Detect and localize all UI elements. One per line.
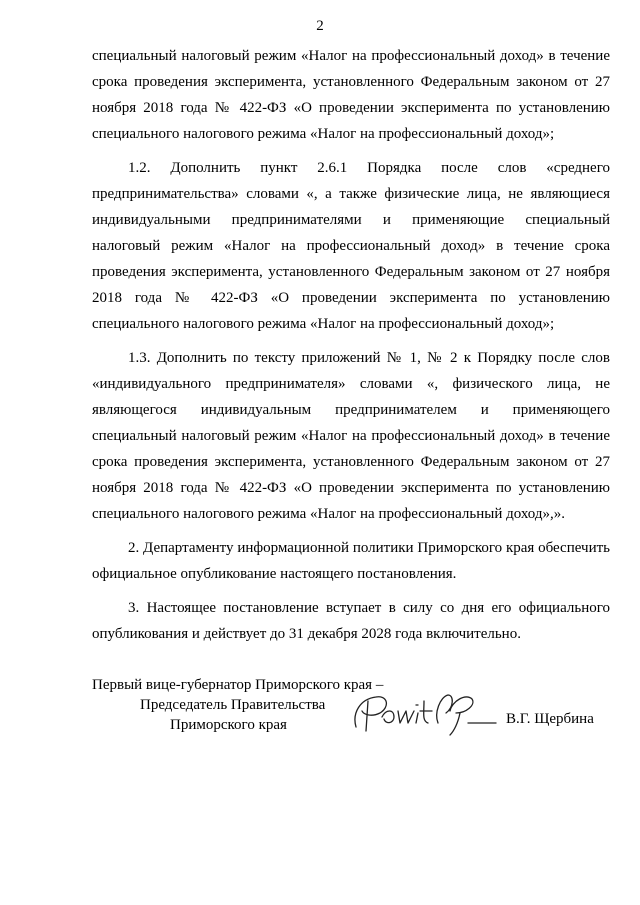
document-body — [92, 43, 610, 647]
signatory-title-line-1: Первый вице-губернатор Приморского края – — [92, 677, 384, 693]
page-number: 2 — [316, 18, 324, 34]
paragraph-2: 2. Департаменту информационной политики Приморского края обеспечить официальное опубликование настоящего постановления. — [92, 540, 610, 582]
paragraph-continuation: специальный налоговый режим «Налог на профессиональный доход» в течение срока проведения эксперимента, установленного Федеральным законом от 27 ноября 2018 года № 422-ФЗ «О проведении эксперимента по установлению специального налогового режима «Налог на профессиональный доход»; — [92, 48, 610, 142]
handwritten-signature-icon — [346, 683, 498, 741]
signatory-title-line-3: Приморского края — [170, 717, 287, 733]
paragraph-1-2: 1.2. Дополнить пункт 2.6.1 Порядка после слов «среднего предпринимательства» словами «, а также физические лица, не являющиеся индивидуальными предпринимателями и применяющие специальный налоговый режим «Налог на профессиональный доход» в течение срока проведения эксперимента, установленного Федеральным законом от 27 ноября 2018 года № 422-ФЗ «О проведении эксперимента по установлению специального налогового режима «Налог на профессиональный доход»; — [92, 160, 610, 332]
signatory-title-line-2: Председатель Правительства — [140, 697, 326, 713]
signatory-name: В.Г. Щербина — [506, 711, 594, 727]
paragraph-1-3: 1.3. Дополнить по тексту приложений № 1, № 2 к Порядку после слов «индивидуального предпринимателя» словами «, физического лица, не являющегося индивидуальным предпринимателем и применяющего специальный налоговый режим «Налог на профессиональный доход» в течение срока проведения эксперимента, установленного Федеральным законом от 27 ноября 2018 года № 422-ФЗ «О проведении эксперимента по установлению специального налогового режима «Налог на профессиональный доход»,». — [92, 350, 610, 522]
paragraph-3: 3. Настоящее постановление вступает в силу со дня его официального опубликования и действует до 31 декабря 2028 года включительно. — [92, 600, 610, 642]
